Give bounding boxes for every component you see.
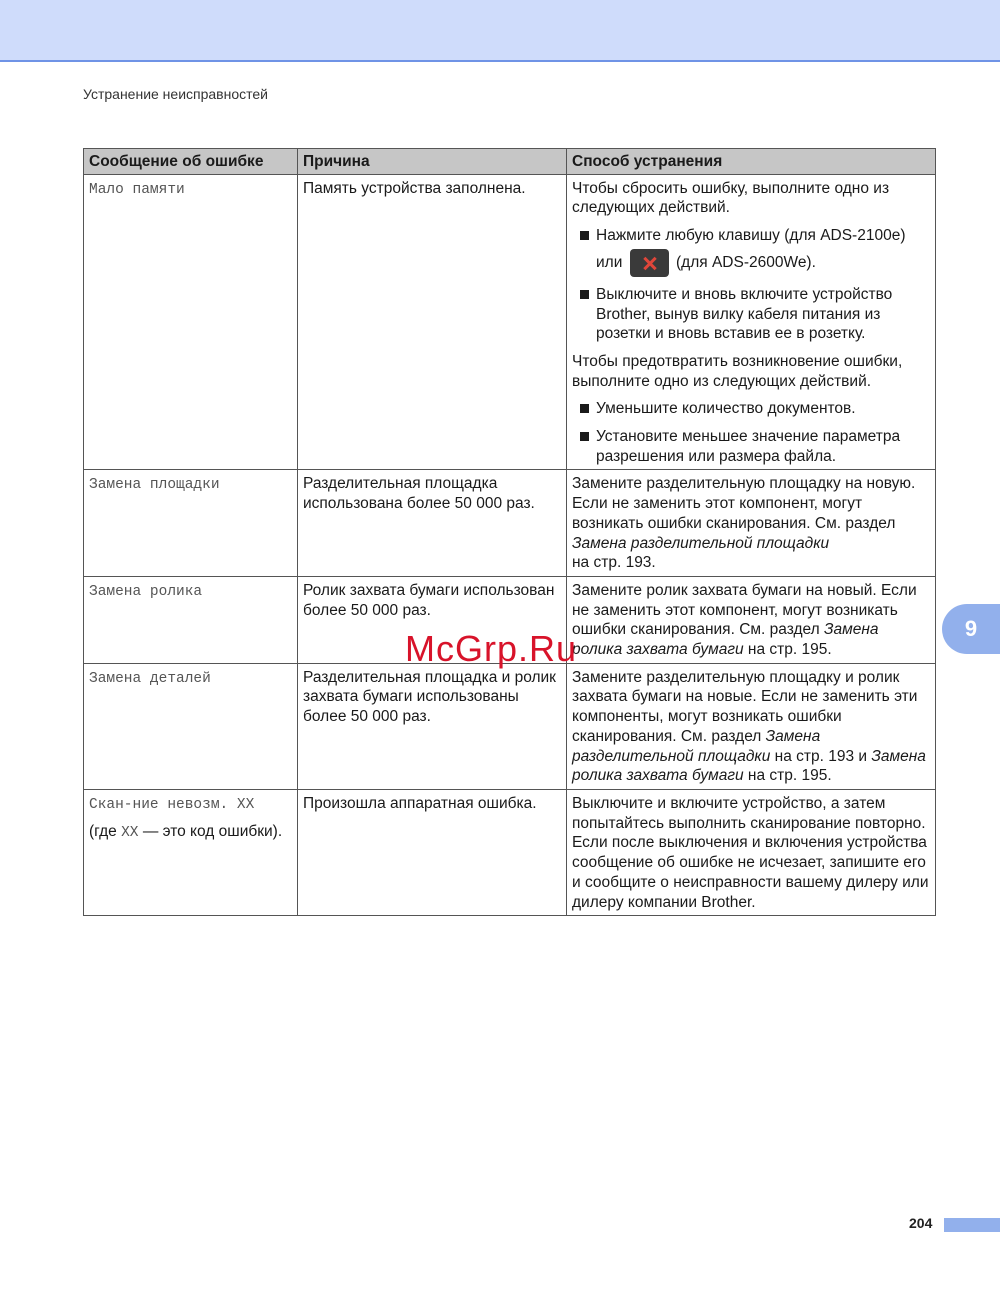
solution-intro: Чтобы сбросить ошибку, выполните одно из следующих действий.	[572, 179, 890, 217]
solution-cell	[567, 663, 936, 789]
solution-text: Замените разделительную площадку на новую. Если не заменить этот компонент, могут возникать ошибки сканирования. См. раздел	[572, 475, 916, 532]
page-reference: на стр. 193 и	[774, 747, 868, 765]
error-message: Мало памяти	[89, 181, 185, 198]
page-number: 204	[909, 1215, 933, 1231]
x-icon	[630, 249, 669, 277]
error-message: Скан-ние невозм. XX	[89, 796, 255, 813]
bullet-text: Нажмите любую клавишу (для ADS-2100e)	[596, 227, 906, 245]
page-reference: на стр. 195.	[747, 641, 832, 659]
error-table	[83, 148, 936, 916]
table-row	[84, 576, 936, 663]
error-code: XX	[121, 824, 139, 841]
error-message: Замена ролика	[89, 583, 203, 600]
cause-cell: Разделительная площадка и ролик захвата бумаги использованы более 50 000 раз.	[298, 663, 567, 789]
solution-text: Замените разделительную площадку и ролик захвата бумаги на новые. Если не заменить эти компоненты, могут возникать ошибки сканирования. См. раздел	[572, 668, 918, 745]
header-solution: Способ устранения	[567, 149, 936, 175]
table-header-row	[84, 149, 936, 175]
list-item: Установите меньшее значение параметра разрешения или размера файла.	[572, 427, 930, 466]
bullet-list	[572, 399, 930, 466]
message-cell	[84, 663, 298, 789]
note-text: (где	[89, 822, 117, 840]
table-row	[84, 174, 936, 470]
message-cell	[84, 470, 298, 577]
bullet-text: или	[596, 253, 623, 271]
table-row	[84, 470, 936, 577]
section-reference: Замена ролика захвата бумаги	[572, 747, 926, 785]
message-cell	[84, 576, 298, 663]
note-text: — это код ошибки).	[142, 822, 283, 840]
bullet-list	[572, 226, 930, 344]
page-reference: на стр. 193.	[572, 554, 656, 572]
error-message: Замена деталей	[89, 670, 211, 687]
solution-cell: Выключите и включите устройство, а затем попытайтесь выполнить сканирование повторно. Если после выключения и включения устройства сообщение об ошибке не исчезает, запишите его и сообщите о неисправности вашему дилеру или дилеру компании Brother.	[567, 789, 936, 915]
bullet-text: (для ADS-2600We).	[676, 253, 816, 271]
solution-text: Замените ролик захвата бумаги на новый. Если не заменить этот компонент, могут возникать ошибки сканирования. См. раздел	[572, 581, 917, 639]
error-message: Замена площадки	[89, 477, 220, 494]
section-reference: Замена разделительной площадки	[572, 727, 821, 765]
top-band	[0, 0, 1000, 62]
list-item: Уменьшите количество документов.	[572, 399, 930, 419]
section-reference: Замена разделительной площадки	[572, 534, 830, 552]
error-note	[89, 822, 282, 844]
cause-cell: Разделительная площадка использована более 50 000 раз.	[298, 470, 567, 577]
bullet-text-line2	[596, 249, 930, 277]
message-cell	[84, 174, 298, 470]
list-item	[572, 226, 930, 277]
watermark: McGrp.Ru	[405, 628, 578, 669]
solution-cell	[567, 470, 936, 577]
solution-cell	[567, 576, 936, 663]
page-reference: на стр. 195.	[747, 767, 832, 785]
solution-cell	[567, 174, 936, 470]
section-title: Устранение неисправностей	[83, 86, 268, 102]
cause-cell: Ролик захвата бумаги использован более 50 000 раз.	[298, 576, 567, 663]
list-item: Выключите и вновь включите устройство Brother, вынув вилку кабеля питания из розетки и вновь вставив ее в розетку.	[572, 285, 930, 344]
header-cause: Причина	[298, 149, 567, 175]
chapter-tab[interactable]: 9	[942, 604, 1000, 654]
cause-cell: Произошла аппаратная ошибка.	[298, 789, 567, 915]
table-row	[84, 789, 936, 915]
section-reference: Замена ролика захвата бумаги	[572, 621, 879, 659]
cause-cell: Память устройства заполнена.	[298, 174, 567, 470]
header-message: Сообщение об ошибке	[84, 149, 298, 175]
table-row	[84, 663, 936, 789]
prevent-intro: Чтобы предотвратить возникновение ошибки, выполните одно из следующих действий.	[572, 352, 903, 390]
page-bar	[944, 1218, 1000, 1232]
message-cell	[84, 789, 298, 915]
